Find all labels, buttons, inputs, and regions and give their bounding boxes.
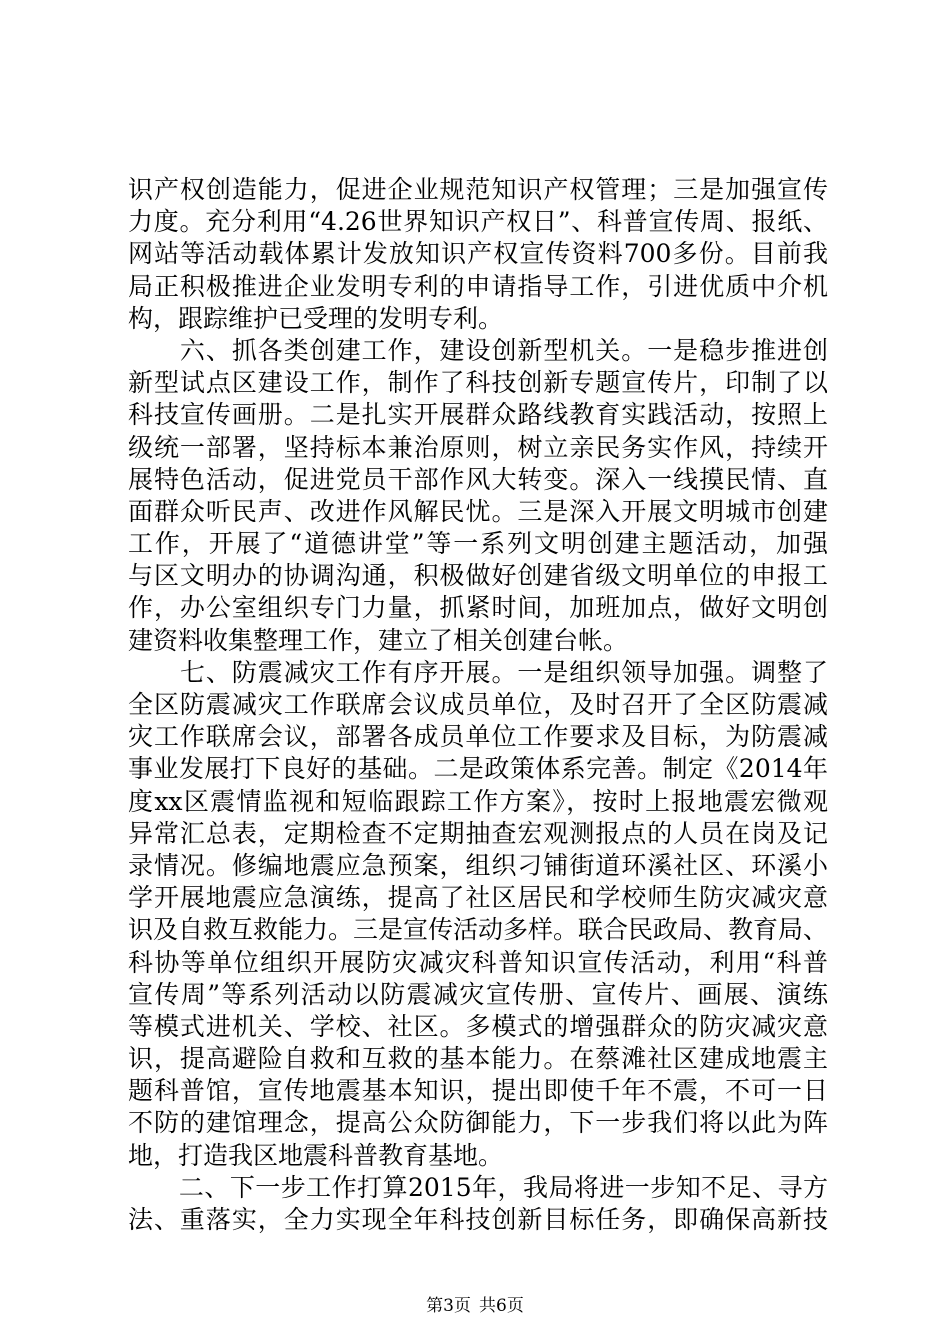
text-line: 录情况。修编地震应急预案，组织刁铺街道环溪社区、环溪小 [128, 850, 828, 880]
document-body [128, 174, 828, 1236]
text-line: 科技宣传画册。二是扎实开展群众路线教育实践活动，按照上 [128, 400, 828, 430]
text-line: 识，提高避险自救和互救的基本能力。在蔡滩社区建成地震主 [128, 1044, 828, 1074]
text-line: 局正积极推进企业发明专利的申请指导工作，引进优质中介机 [128, 271, 828, 301]
text-line: 展特色活动，促进党员干部作风大转变。深入一线摸民情、直 [128, 464, 828, 494]
text-line: 度xx区震情监视和短临跟踪工作方案》，按时上报地震宏微观 [128, 786, 828, 816]
page-footer [0, 1296, 950, 1316]
text-line: 题科普馆，宣传地震基本知识，提出即使千年不震，不可一日 [128, 1076, 828, 1106]
text-line: 面群众听民声、改进作风解民忧。三是深入开展文明城市创建 [128, 496, 828, 526]
text-line: 识产权创造能力，促进企业规范知识产权管理；三是加强宣传 [128, 175, 828, 204]
text-line: 地，打造我区地震科普教育基地。 [128, 1140, 504, 1170]
text-line: 作，办公室组织专门力量，抓紧时间，加班加点，做好文明创 [128, 593, 828, 623]
text-line: 全区防震减灾工作联席会议成员单位，及时召开了全区防震减 [128, 690, 828, 719]
text-line: 建资料收集整理工作，建立了相关创建台帐。 [128, 625, 629, 655]
text-line: 新型试点区建设工作，制作了科技创新专题宣传片，印制了以 [128, 368, 828, 398]
text-line: 网站等活动载体累计发放知识产权宣传资料700多份。目前我 [128, 239, 828, 269]
text-line: 科协等单位组织开展防灾减灾科普知识宣传活动，利用“科普 [128, 947, 828, 977]
text-line: 识及自救互救能力。三是宣传活动多样。联合民政局、教育局、 [128, 915, 829, 945]
text-line: 不防的建馆理念，提高公众防御能力，下一步我们将以此为阵 [128, 1108, 828, 1138]
text-line: 级统一部署，坚持标本兼治原则，树立亲民务实作风，持续开 [128, 432, 828, 462]
text-line: 七、防震减灾工作有序开展。一是组织领导加强。调整了 [128, 657, 828, 687]
text-line: 灾工作联席会议，部署各成员单位工作要求及目标，为防震减 [128, 722, 828, 752]
text-line: 等模式进机关、学校、社区。多模式的增强群众的防灾减灾意 [128, 1011, 828, 1041]
text-line: 学开展地震应急演练，提高了社区居民和学校师生防灾减灾意 [128, 883, 828, 913]
text-line: 法、重落实，全力实现全年科技创新目标任务，即确保高新技 [128, 1205, 828, 1234]
text-line: 与区文明办的协调沟通，积极做好创建省级文明单位的申报工 [128, 561, 828, 591]
text-line: 工作，开展了“道德讲堂”等一系列文明创建主题活动，加强 [128, 529, 828, 559]
text-line: 事业发展打下良好的基础。二是政策体系完善。制定《2014年 [128, 754, 828, 784]
text-line: 异常汇总表，定期检查不定期抽查宏观测报点的人员在岗及记 [128, 818, 828, 848]
text-line: 构，跟踪维护已受理的发明专利。 [128, 303, 504, 333]
text-line: 二、下一步工作打算2015年，我局将进一步知不足、寻方 [128, 1172, 828, 1202]
page-total: 共6页 [479, 1296, 524, 1316]
page-number: 第3页 [426, 1296, 471, 1316]
text-line: 力度。充分利用“4.26世界知识产权日”、科普宣传周、报纸、 [128, 207, 828, 237]
text-line: 六、抓各类创建工作，建设创新型机关。一是稳步推进创 [128, 335, 828, 365]
text-line: 宣传周”等系列活动以防震减灾宣传册、宣传片、画展、演练 [128, 979, 828, 1009]
